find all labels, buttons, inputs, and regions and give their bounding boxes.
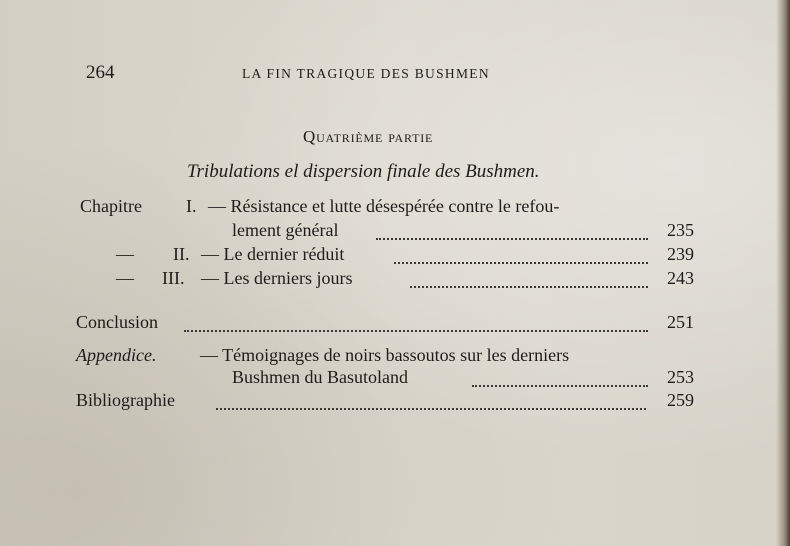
toc-entry-chapter-1-cont: [76, 220, 694, 244]
dot-leader: [216, 396, 646, 410]
ditto-dash: —: [116, 244, 134, 264]
toc-entry-appendix-cont: [76, 367, 694, 391]
page-header: [86, 62, 646, 86]
chapter-title: — Les derniers jours: [201, 268, 353, 288]
toc-entry-conclusion: [76, 312, 694, 336]
appendix-title-continued: Bushmen du Basutoland: [232, 367, 408, 387]
part-title: Quatrième partie: [303, 127, 434, 146]
dot-leader: [376, 226, 648, 240]
ditto-dash: —: [116, 268, 134, 288]
page-reference: 239: [667, 244, 694, 264]
toc-entry-chapter-1: [76, 196, 694, 220]
chapter-title: — Résistance et lutte désespérée contre le refou-: [208, 196, 560, 216]
toc-entry-appendix: [76, 345, 694, 369]
running-title: LA FIN TRAGIQUE DES BUSHMEN: [242, 66, 490, 81]
page-edge: [776, 0, 790, 546]
dot-leader: [472, 373, 648, 387]
conclusion-label: Conclusion: [76, 312, 159, 332]
chapter-label: Chapitre: [80, 196, 142, 216]
section-title: Tribulations el dispersion finale des Bushmen.: [187, 161, 540, 182]
page-number: 264: [86, 62, 115, 83]
chapter-title-continued: lement général: [232, 220, 339, 240]
appendix-label: Appendice.: [76, 345, 157, 365]
page-reference: 253: [667, 367, 694, 387]
bibliography-label: Bibliographie: [76, 390, 175, 410]
chapter-numeral: I.: [186, 196, 197, 216]
dot-leader: [394, 250, 648, 264]
toc-entry-bibliography: [76, 390, 694, 414]
page-reference: 243: [667, 268, 694, 288]
page-reference: 235: [667, 220, 694, 240]
toc-entry-chapter-2: [76, 244, 694, 268]
chapter-title: — Le dernier réduit: [201, 244, 345, 264]
appendix-title: — Témoignages de noirs bassoutos sur les derniers: [200, 345, 570, 365]
chapter-numeral: II.: [173, 244, 190, 264]
dot-leader: [184, 318, 648, 332]
page-reference: 251: [667, 312, 694, 332]
dot-leader: [410, 274, 648, 288]
page-reference: 259: [667, 390, 694, 410]
toc-entry-chapter-3: [76, 268, 694, 292]
chapter-numeral: III.: [162, 268, 185, 288]
